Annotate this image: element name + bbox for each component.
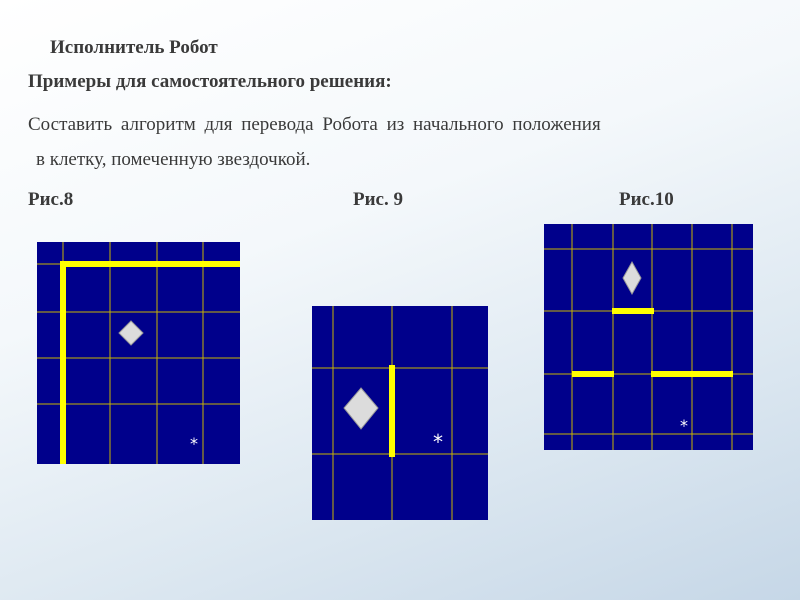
field-background [544,224,753,450]
task-text-line-1: Составить алгоритм для перевода Робота из начального положения [28,114,601,135]
figure-10-label: Рис.10 [619,189,674,210]
field-background [37,242,240,464]
robot-field-figure-8 [37,242,240,464]
robot-field-figure-10 [544,224,753,450]
figure-9-label: Рис. 9 [353,189,403,210]
field-background [312,306,488,520]
walls [389,365,395,457]
robot-field-figure-9 [312,306,488,520]
slide-subtitle: Примеры для самостоятельного решения: [28,71,392,92]
figure-8-label: Рис.8 [28,189,74,210]
target-star: * [190,434,198,453]
task-text-line-2: в клетку, помеченную звездочкой. [36,149,311,170]
target-star: * [433,430,443,454]
target-star: * [680,416,688,435]
slide-title: Исполнитель Робот [50,37,218,58]
